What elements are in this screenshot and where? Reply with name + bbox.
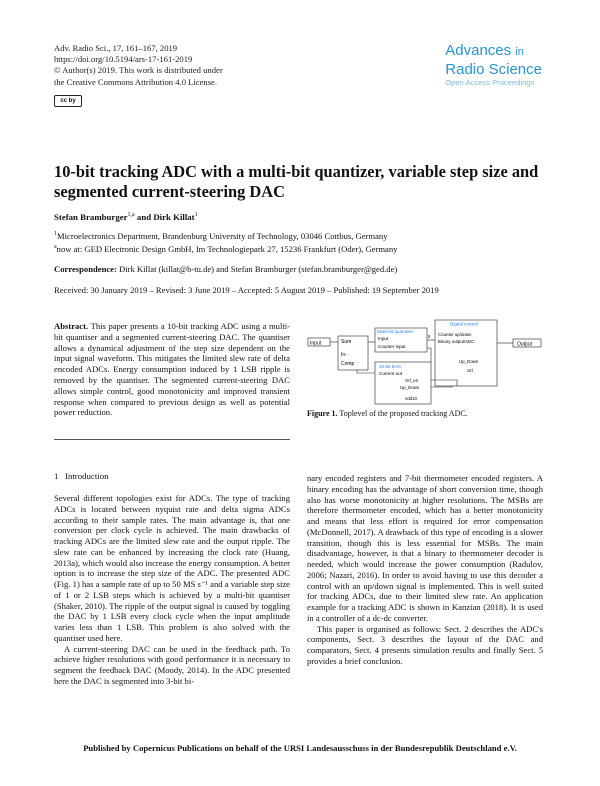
section-number: 1	[54, 471, 59, 481]
quantizer-input: Input	[378, 336, 389, 341]
dac-current: Current out	[379, 371, 402, 376]
journal-subtitle: Open Access Proceedings	[445, 78, 535, 87]
bus-width-label: 5	[428, 334, 431, 339]
affiliations	[54, 229, 397, 256]
journal-name-line2: Radio Science	[445, 61, 542, 78]
dac-up-down: Up_Down	[400, 385, 420, 390]
publication-dates: Received: 30 January 2019 – Revised: 3 June 2019 – Accepted: 5 August 2019 – Published: 19 September 2019	[54, 285, 439, 295]
author-1-sup: 1,a	[127, 212, 135, 219]
article-metadata	[54, 43, 223, 88]
copyright-line: © Author(s) 2019. This work is distributed under	[54, 65, 223, 76]
digital-title: Digital control	[450, 321, 478, 327]
input-label: Input	[310, 340, 322, 347]
citation: Adv. Radio Sci., 17, 161–167, 2019	[54, 43, 178, 53]
journal-logo	[445, 42, 542, 88]
figure-1-caption	[307, 409, 468, 418]
abstract-divider	[54, 439, 290, 440]
publisher-footer: Published by Copernicus Publications on behalf of the URSI Landesausschuss in der Bundesrepublik Deutschland e.V.	[83, 743, 517, 753]
right-paragraph-1: nary encoded registers and 7-bit thermometer encoded registers. A binary encoding has the advantage of short conversion time, though also has worse monotonicity at higher resolutions. The MSBs are therefore thermometer encoded, which has a better monotonicity and means that less effort is required for error compensation (McDonnell, 2017). A drawback of this type of encoding is a slower transition, though this is less essential for MSBs. The main disadvantage, however, is that a binary to thermometer decoder is needed, which would increase the power consumption (Radulov, 2006; Nazari, 2016). In order to avoid having to use this decoder a control with an up/down signal is implemented. This is well suited for tracking ADCs, due to their limited slew rate. An application example for a tracking ADC is shown in Kanzian (2018). It is used in a controller of a dc-dc converter.	[307, 473, 543, 623]
affiliation-1: Microelectronics Department, Brandenburg University of Technology, 03046 Cottbus, Germany	[57, 230, 388, 241]
caption-label: Figure 1.	[307, 409, 338, 418]
body-right-column	[307, 473, 543, 667]
digital-updown: Counter up/down	[438, 332, 472, 337]
author-2-sup: 1	[194, 212, 198, 219]
comp-in-label: In-	[341, 352, 347, 358]
correspondence-text: Dirk Killat (killat@b-tu.de) and Stefan Bramburger (stefan.bramburger@ged.de)	[119, 264, 398, 274]
author-and: and	[136, 212, 152, 222]
digital-binary: Binary output/ADC	[438, 339, 475, 344]
section-heading	[54, 471, 109, 481]
output-label: Output	[517, 341, 533, 348]
author-1: Stefan Bramburger	[54, 212, 128, 222]
doi-link[interactable]: https://doi.org/10.5194/ars-17-161-2019	[54, 54, 193, 65]
body-left-column	[54, 493, 290, 687]
counter-wire	[427, 348, 431, 362]
affiliation-2: now at: GED Electronic Design GmbH, Im Technologiepark 27, 15236 Frankfurt (Oder), Germany	[56, 244, 398, 255]
right-paragraph-2: This paper is organised as follows: Sect. 2 describes the ADC's components, Sect. 3 describes the layout of the DAC and comparators, Sect. 4 presents simulation results and finally Sect. 5 provides a brief conclusion.	[307, 623, 543, 666]
affiliation-1-sup: 1	[54, 231, 57, 237]
license-line: the Creative Commons Attribution 4.0 License.	[54, 76, 218, 87]
author-list	[54, 212, 198, 222]
digital-up-down: Up_Down	[459, 359, 479, 364]
abstract-text: This paper presents a 10-bit tracking ADC using a multi-bit quantiser and a segmented current-steering DAC. The quantiser allows a dynamical adjustment of the step size dependent on the input signal waveform. This mitigates the limited slew rate of delta encoded ADCs. Energy consumption induced by 1 LSB ripple is removed by the quantiser. The segmented current-steering DAC allows simple control, good monotonicity and improved transient response when compared to previous design as well as potential power reduction.	[54, 321, 290, 418]
figure-1-diagram	[307, 318, 545, 408]
abstract-label: Abstract.	[54, 321, 89, 331]
dac-vdd: vdd10	[405, 396, 417, 401]
journal-name-line1: Advances	[445, 42, 512, 59]
left-paragraph-1: Several different topologies exist for ADCs. The type of tracking ADCs is located between nyquist rate and delta sigma ADCs according to their sample rates. The main advantage is, that one conversion per clock cycle is achieved. The main drawbacks of tracking ADCs are the limited slew rate and the output ripple. The slew rate can be enhanced by increasing the clock rate (Huang, 2013a), which would also increase the energy consumption. A better option is to increase the step size of the ADC. The presented ADC (Fig. 1) has a sample rate of up to 50 MS s⁻¹ and a variable step size of 1 or 2 LSB steps which is achieved by a multi-bit quantiser (Shaker, 2010). The ripple of the output signal is caused by toggling the DAC by 1 LSB every clock cycle when the input amplitude varies less than 1 LSB. This problem is also solved with the quantiser used here.	[54, 493, 290, 643]
digital-ctrl: ctrl	[467, 368, 473, 373]
dac-title: 10-bit DAC	[379, 364, 402, 369]
quantizer-counter: Counter input	[378, 344, 406, 349]
comp-sum-label: Sum	[341, 339, 352, 345]
paper-title: 10-bit tracking ADC with a multi-bit quantizer, variable step size and segmented current-steering DAC	[54, 162, 539, 201]
affiliation-2-sup: a	[54, 244, 57, 251]
correspondence-label: Correspondence:	[54, 264, 117, 274]
caption-text: Toplevel of the proposed tracking ADC.	[339, 409, 468, 418]
correspondence	[54, 264, 397, 274]
digital-control-block	[435, 320, 497, 386]
quantizer-title: Multi-bit quantizer	[377, 329, 414, 334]
dac-ctrl-en: ctrl_en	[405, 378, 419, 383]
left-paragraph-2: A current-steering DAC can be used in the feedback path. To achieve higher resolutions with good performance it is necessary to segment the feedback DAC (Moody, 2014). In the ADC presented here the DAC is segmented into 3-bit bi-	[54, 643, 290, 686]
comp-comp-label: Comp	[341, 361, 355, 367]
dac-feedback-wire	[357, 370, 375, 373]
section-title: Introduction	[65, 471, 109, 481]
author-2: Dirk Killat	[153, 212, 195, 222]
journal-name-in: in	[515, 46, 524, 58]
abstract	[54, 321, 290, 418]
cc-license-badge[interactable]: cc by	[54, 95, 82, 107]
